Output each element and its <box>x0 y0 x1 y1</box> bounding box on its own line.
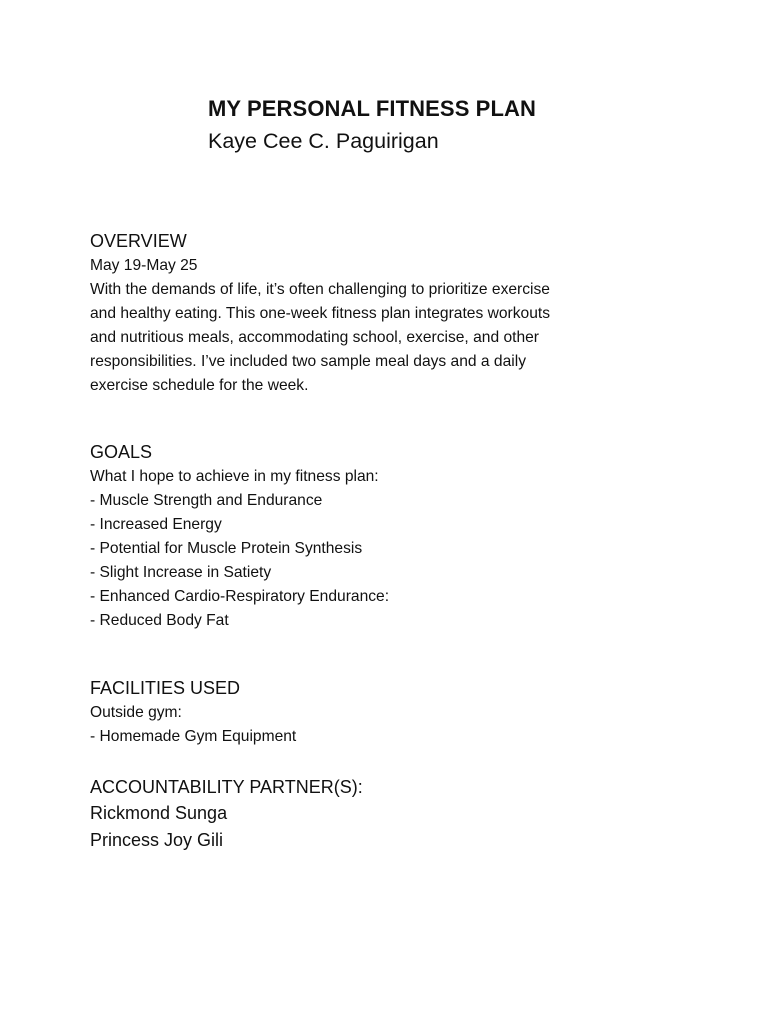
goal-item: - Reduced Body Fat <box>90 612 229 629</box>
overview-body-line: responsibilities. I’ve included two sample meal days and a daily <box>90 353 526 370</box>
facilities-intro: Outside gym: <box>90 704 182 721</box>
author-name: Kaye Cee C. Paguirigan <box>208 129 439 153</box>
overview-body-line: and nutritious meals, accommodating school, exercise, and other <box>90 329 539 346</box>
goal-item: - Enhanced Cardio-Respiratory Endurance: <box>90 588 390 605</box>
document-title: MY PERSONAL FITNESS PLAN <box>208 96 536 121</box>
goal-item: - Slight Increase in Satiety <box>90 564 272 581</box>
partner-name: Rickmond Sunga <box>90 803 228 823</box>
partners-heading: ACCOUNTABILITY PARTNER(S): <box>90 777 363 797</box>
goal-item: - Muscle Strength and Endurance <box>90 492 323 509</box>
facilities-section <box>90 676 630 749</box>
goals-intro: What I hope to achieve in my fitness plan: <box>90 468 379 485</box>
goal-item: - Potential for Muscle Protein Synthesis <box>90 540 363 557</box>
partners-section <box>90 774 630 854</box>
goals-section <box>90 440 630 633</box>
overview-heading: OVERVIEW <box>90 231 187 251</box>
overview-section <box>90 229 630 398</box>
goal-item: - Increased Energy <box>90 516 222 533</box>
document-header <box>208 94 536 156</box>
overview-body-line: exercise schedule for the week. <box>90 377 309 394</box>
goals-heading: GOALS <box>90 442 153 462</box>
partner-name: Princess Joy Gili <box>90 830 224 850</box>
facility-item: - Homemade Gym Equipment <box>90 728 297 745</box>
overview-body-line: and healthy eating. This one-week fitness plan integrates workouts <box>90 305 551 322</box>
overview-body-line: With the demands of life, it’s often challenging to prioritize exercise <box>90 281 550 298</box>
facilities-heading: FACILITIES USED <box>90 678 241 698</box>
overview-dates: May 19-May 25 <box>90 257 198 274</box>
